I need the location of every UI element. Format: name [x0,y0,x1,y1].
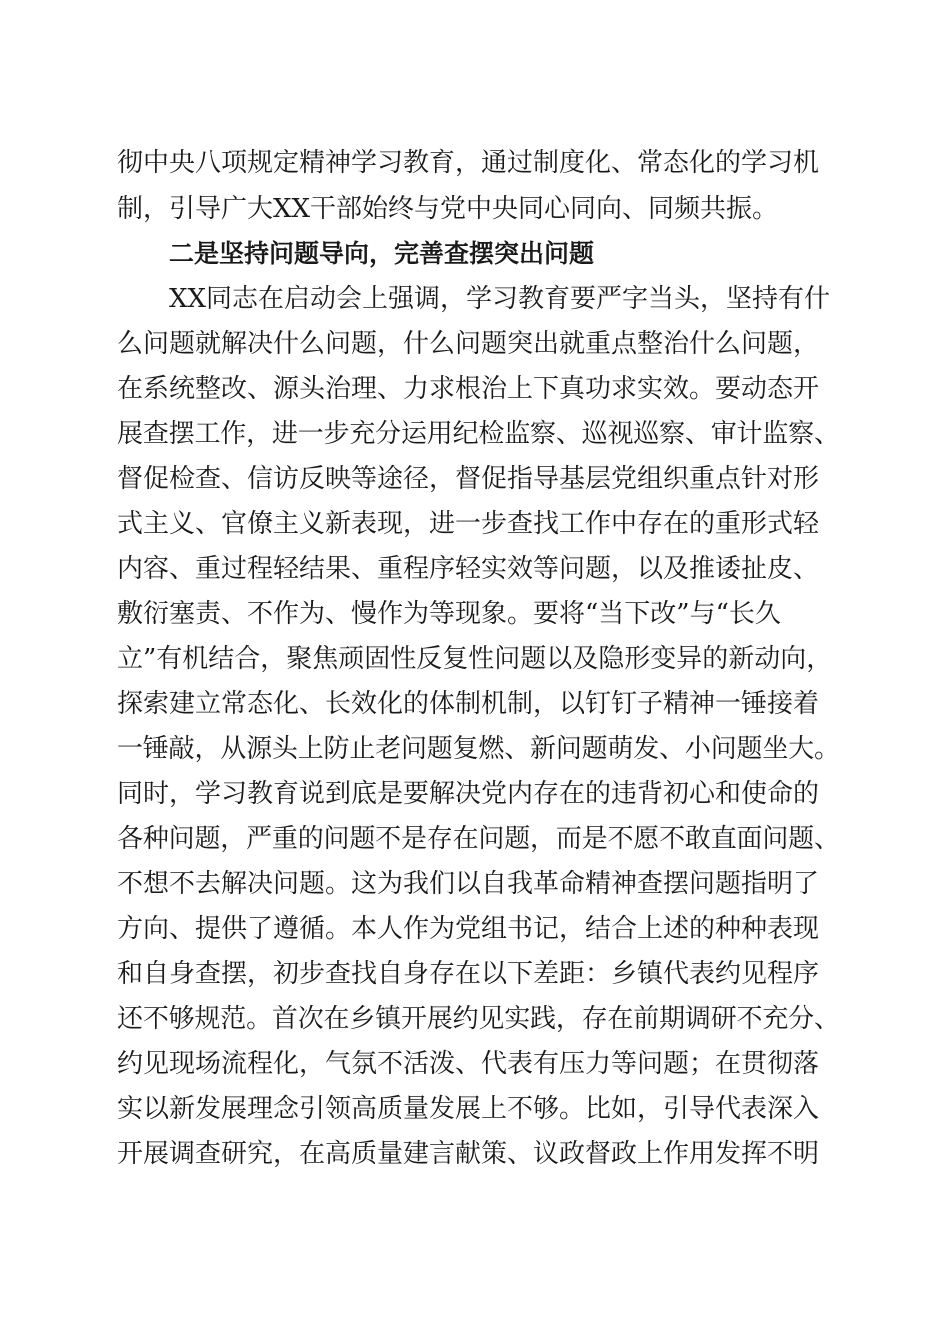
paragraph-line: 展查摆工作，进一步充分运用纪检监察、巡视巡察、审计监察、 [117,419,840,449]
paragraph-line: 同时，学习教育说到底是要解决党内存在的违背初心和使命的 [117,779,820,809]
paragraph-line: 立”有机结合，聚焦顽固性反复性问题以及隐形变异的新动向， [117,644,833,674]
paragraph-line: 方向、提供了遵循。本人作为党组书记，结合上述的种种表现 [117,914,820,944]
paragraph-line: 约见现场流程化，气氛不活泼、代表有压力等问题；在贯彻落 [117,1049,820,1079]
paragraph-line: 内容、重过程轻结果、重程序轻实效等问题，以及推诿扯皮、 [117,554,820,584]
paragraph-line: 敷衍塞责、不作为、慢作为等现象。要将“当下改”与“长久 [117,599,781,629]
paragraph-line: 实以新发展理念引领高质量发展上不够。比如，引导代表深入 [117,1094,820,1124]
paragraph-line: XX同志在启动会上强调，学习教育要严字当头，坚持有什 [169,284,831,314]
paragraph-line: 开展调查研究，在高质量建言献策、议政督政上作用发挥不明 [117,1139,820,1169]
paragraph-line: 式主义、官僚主义新表现，进一步查找工作中存在的重形式轻 [117,509,820,539]
paragraph-line: 探索建立常态化、长效化的体制机制，以钉钉子精神一锤接着 [117,689,820,719]
paragraph-line: 一锤敲，从源头上防止老问题复燃、新问题萌发、小问题坐大。 [117,734,840,764]
paragraph-line: 还不够规范。首次在乡镇开展约见实践，存在前期调研不充分、 [117,1004,840,1034]
paragraph-line: 督促检查、信访反映等途径，督促指导基层党组织重点针对形 [117,464,820,494]
paragraph-line: 制，引导广大XX干部始终与党中央同心同向、同频共振。 [117,194,779,224]
paragraph-line: 各种问题，严重的问题不是存在问题，而是不愿不敢直面问题、 [117,824,840,854]
paragraph-line: 在系统整改、源头治理、力求根治上下真功求实效。要动态开 [117,374,820,404]
paragraph-line: 不想不去解决问题。这为我们以自我革命精神查摆问题指明了 [117,869,820,899]
paragraph-line: 么问题就解决什么问题，什么问题突出就重点整治什么问题， [117,329,820,359]
section-heading: 二是坚持问题导向，完善查摆突出问题 [169,239,595,268]
paragraph-line: 和自身查摆，初步查找自身存在以下差距：乡镇代表约见程序 [117,959,820,989]
paragraph-line: 彻中央八项规定精神学习教育，通过制度化、常态化的学习机 [117,148,820,178]
